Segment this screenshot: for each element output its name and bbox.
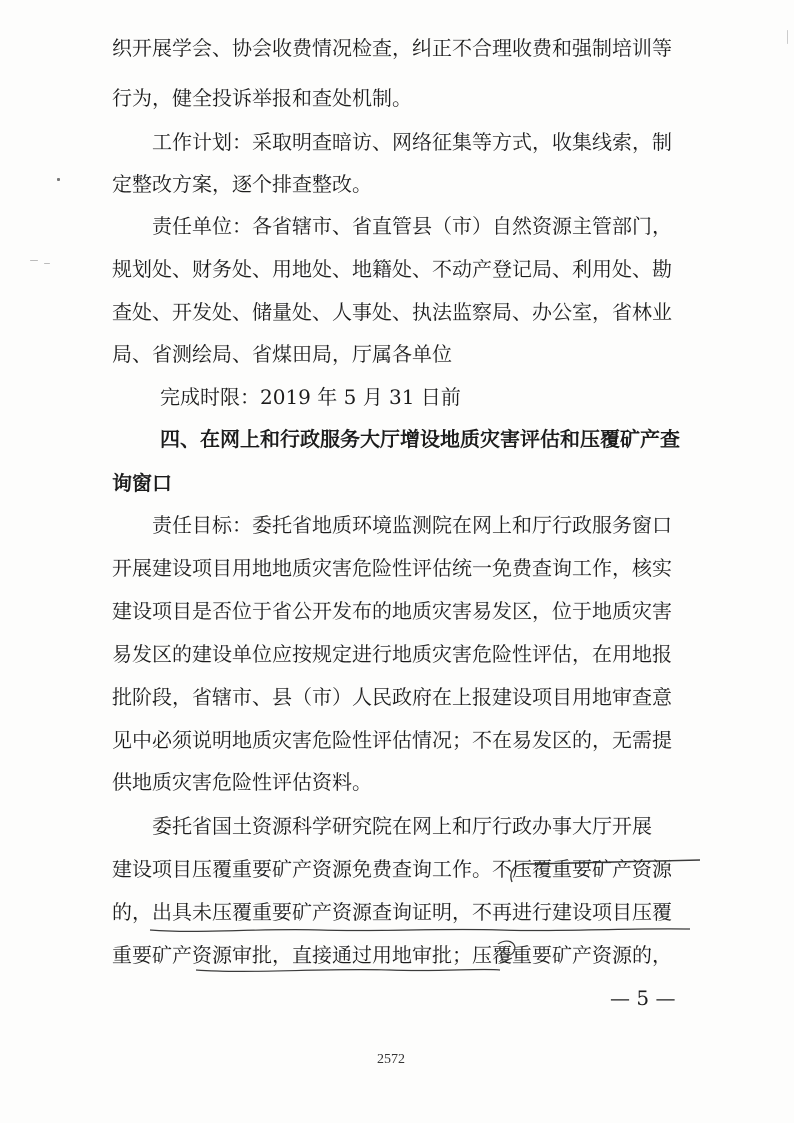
text-line: 的，出具未压覆重要矿产资源查询证明，不再进行建设项目压覆: [112, 900, 672, 924]
text-line: 责任目标：委托省地质环境监测院在网上和厅行政服务窗口: [152, 513, 672, 537]
text-line: 完成时限：2019 年 5 月 31 日前: [160, 385, 461, 409]
text-line: 供地质灾害危险性评估资料。: [112, 770, 372, 794]
text-line: 织开展学会、协会收费情况检查，纠正不合理收费和强制培训等: [112, 36, 672, 60]
handwritten-underline: [196, 969, 500, 971]
text-line: 行为，健全投诉举报和查处机制。: [112, 86, 412, 110]
text-line: 查处、开发处、储量处、人事处、执法监察局、办公室，省林业: [112, 300, 672, 324]
scan-speck: [44, 263, 50, 264]
page-number: — 5 —: [610, 986, 676, 1010]
text-line: 重要矿产资源审批，直接通过用地审批；压覆重要矿产资源的，: [112, 943, 672, 967]
scan-speck: [30, 260, 38, 261]
handwritten-underline: [150, 929, 690, 932]
scan-number: 2572: [377, 1052, 405, 1067]
text-line: 定整改方案，逐个排查整改。: [112, 172, 372, 196]
text-line: 见中必须说明地质灾害危险性评估情况；不在易发区的，无需提: [112, 728, 672, 752]
section-heading-continued: 询窗口: [112, 471, 172, 495]
text-line: 建设项目压覆重要矿产资源免费查询工作。不压覆重要矿产资源: [112, 857, 672, 881]
scan-speck: [57, 178, 60, 181]
text-line: 建设项目是否位于省公开发布的地质灾害易发区，位于地质灾害: [112, 599, 672, 623]
section-heading: 四、在网上和行政服务大厅增设地质灾害评估和压覆矿产查: [160, 427, 680, 451]
text-line: 责任单位：各省辖市、省直管县（市）自然资源主管部门，: [152, 214, 672, 238]
text-line: 委托省国土资源科学研究院在网上和厅行政办事大厅开展: [152, 814, 652, 838]
text-line: 批阶段，省辖市、县（市）人民政府在上报建设项目用地审查意: [112, 685, 672, 709]
text-line: 局、省测绘局、省煤田局，厅属各单位: [112, 342, 452, 366]
text-line: 易发区的建设单位应按规定进行地质灾害危险性评估，在用地报: [112, 642, 672, 666]
text-line: 开展建设项目用地地质灾害危险性评估统一免费查询工作，核实: [112, 556, 672, 580]
text-line: 工作计划：采取明查暗访、网络征集等方式，收集线索，制: [152, 130, 672, 154]
text-line: 规划处、财务处、用地处、地籍处、不动产登记局、利用处、勘: [112, 257, 672, 281]
scan-speck: [787, 30, 788, 44]
